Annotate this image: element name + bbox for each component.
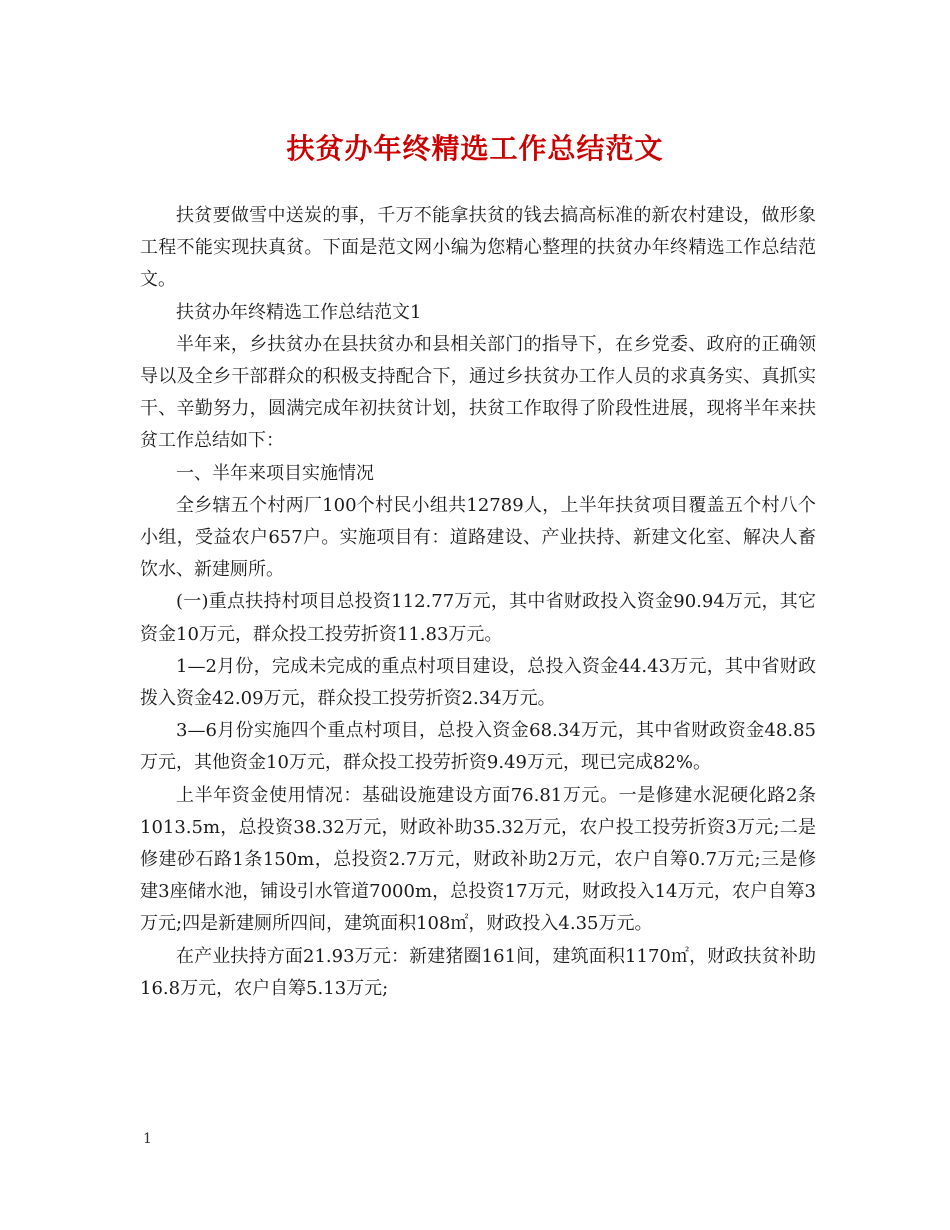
section-heading: 扶贫办年终精选工作总结范文1 (176, 301, 422, 323)
intro-paragraph: 扶贫要做雪中送炭的事，千万不能拿扶贫的钱去搞高标准的新农村建设，做形象工程不能实现扶真贫。下面是范文网小编为您精心整理的扶贫办年终精选工作总结范文。 (140, 205, 816, 291)
document-body (140, 200, 816, 1005)
page-number: 1 (143, 1131, 152, 1147)
subsection-heading: 一、半年来项目实施情况 (176, 462, 374, 484)
document-title: 扶贫办年终精选工作总结范文 (286, 132, 664, 165)
body-paragraph: 上半年资金使用情况：基础设施建设方面76.81万元。一是修建水泥硬化路2条1013.5m，总投资38.32万元，财政补助35.32万元，农户投工投劳折资3万元;二是修建砂石路1条150m，总投资2.7万元，财政补助2万元，农户自筹0.7万元;三是修建3座储水池，铺设引水管道7000m，总投资17万元，财政投入14万元，农户自筹3万元;四是新建厕所四间，建筑面积108㎡，财政投入4.35万元。 (140, 784, 816, 935)
body-paragraph: 半年来，乡扶贫办在县扶贫办和县相关部门的指导下，在乡党委、政府的正确领导以及全乡干部群众的积极支持配合下，通过乡扶贫办工作人员的求真务实、真抓实干、辛勤努力，圆满完成年初扶贫计划，扶贫工作取得了阶段性进展，现将半年来扶贫工作总结如下： (140, 333, 816, 452)
body-paragraph: 在产业扶持方面21.93万元：新建猪圈161间，建筑面积1170㎡，财政扶贫补助16.8万元，农户自筹5.13万元; (140, 945, 816, 999)
body-paragraph: (一)重点扶持村项目总投资112.77万元，其中省财政投入资金90.94万元，其它资金10万元，群众投工投劳折资11.83万元。 (140, 591, 816, 645)
body-paragraph: 3—6月份实施四个重点村项目，总投入资金68.34万元，其中省财政资金48.85万元，其他资金10万元，群众投工投劳折资9.49万元，现已完成82%。 (140, 720, 816, 774)
body-paragraph: 全乡辖五个村两厂100个村民小组共12789人，上半年扶贫项目覆盖五个村八个小组，受益农户657户。实施项目有：道路建设、产业扶持、新建文化室、解决人畜饮水、新建厕所。 (140, 494, 816, 581)
body-paragraph: 1—2月份，完成未完成的重点村项目建设，总投入资金44.43万元，其中省财政拨入资金42.09万元，群众投工投劳折资2.34万元。 (140, 655, 816, 710)
